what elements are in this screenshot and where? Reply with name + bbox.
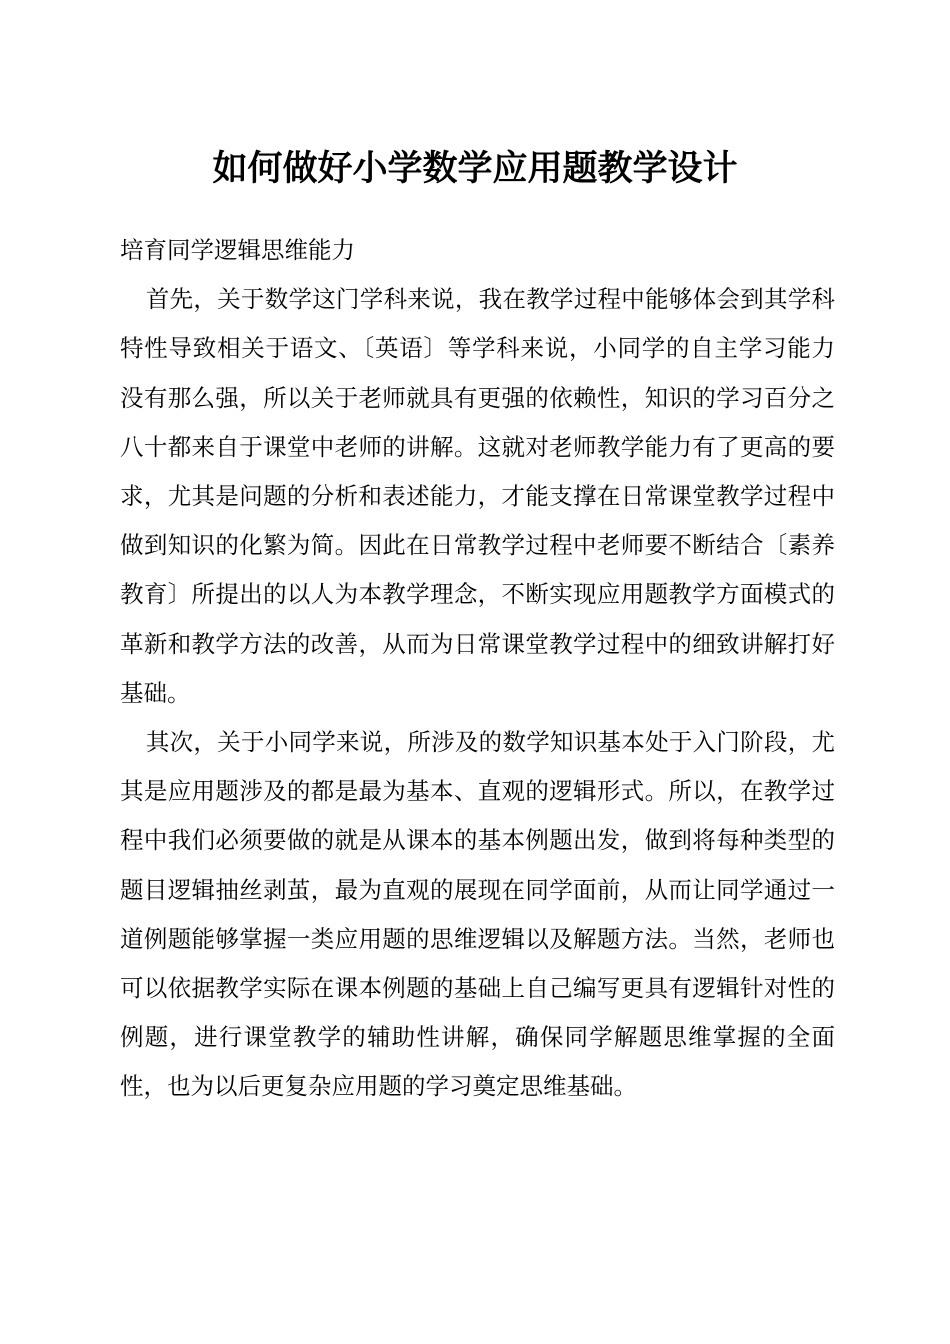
section-heading: 培育同学逻辑思维能力 <box>120 236 355 264</box>
document-body <box>120 226 835 1112</box>
paragraph-2: 其次，关于小同学来说，所涉及的数学知识基本处于入门阶段，尤其是应用题涉及的都是最为基本、直观的逻辑形式。所以，在教学过程中我们必须要做的就是从课本的基本例题出发，做到将每种类型的题目逻辑抽丝剥茧，最为直观的展现在同学面前，从而让同学通过一道例题能够掌握一类应用题的思维逻辑以及解题方法。当然，老师也可以依据教学实际在课本例题的基础上自己编写更具有逻辑针对性的例题，进行课堂教学的辅助性讲解，确保同学解题思维掌握的全面性，也为以后更复杂应用题的学习奠定思维基础。 <box>120 728 835 1101</box>
document-title: 如何做好小学数学应用题教学设计 <box>212 148 738 189</box>
paragraph-1: 首先，关于数学这门学科来说，我在教学过程中能够体会到其学科特性导致相关于语文、〔英语〕等学科来说，小同学的自主学习能力没有那么强，所以关于老师就具有更强的依赖性，知识的学习百分之八十都来自于课堂中老师的讲解。这就对老师教学能力有了更高的要求，尤其是问题的分析和表述能力，才能支撑在日常课堂教学过程中做到知识的化繁为简。因此在日常教学过程中老师要不断结合〔素养教育〕所提出的以人为本教学理念，不断实现应用题教学方面模式的革新和教学方法的改善，从而为日常课堂教学过程中的细致讲解打好基础。 <box>120 285 835 707</box>
